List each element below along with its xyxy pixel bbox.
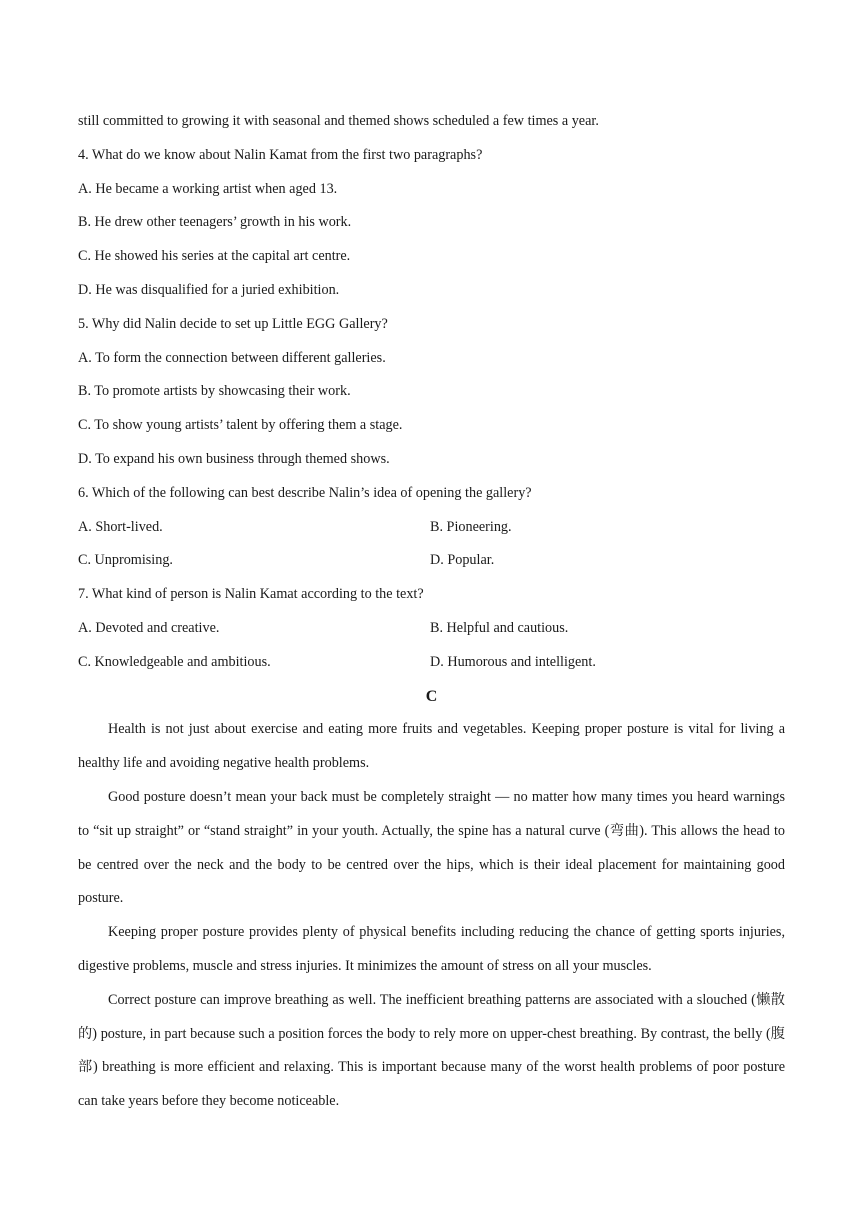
answer-option: A. Short-lived.: [78, 518, 163, 535]
answer-option: B. Helpful and cautious.: [430, 619, 569, 636]
answer-option: D. To expand his own business through themed shows.: [78, 450, 390, 467]
passage-continuation: still committed to growing it with seasonal and themed shows scheduled a few times a year.: [78, 113, 599, 129]
answer-option: B. Pioneering.: [430, 518, 512, 535]
document-page: [78, 105, 785, 1119]
passage-paragraph: Correct posture can improve breathing as well. The inefficient breathing patterns are associated with a slouched (懒散的) posture, in part because such a position forces the body to rely more on upper-chest breathing. By contrast, the belly (腹部) breathing is more efficient and relaxing. This is important because many of the worst health problems of poor posture can take years before they become noticeable.: [78, 991, 785, 1110]
question-stem: 6. Which of the following can best describe Nalin’s idea of opening the gallery?: [78, 484, 532, 501]
options-row: [78, 612, 785, 646]
answer-option: D. Popular.: [430, 552, 495, 569]
answer-option: B. He drew other teenagers’ growth in his work.: [78, 214, 352, 231]
section-heading: C: [425, 687, 438, 705]
answer-option: A. To form the connection between different galleries.: [78, 349, 386, 366]
passage-paragraph: Health is not just about exercise and eating more fruits and vegetables. Keeping proper posture is vital for living a healthy life and avoiding negative health problems.: [78, 721, 785, 772]
options-row: [78, 511, 785, 545]
options-row: [78, 544, 785, 578]
answer-option: A. He became a working artist when aged 13.: [78, 180, 338, 197]
answer-option: B. To promote artists by showcasing their work.: [78, 383, 351, 400]
options-row: [78, 646, 785, 680]
answer-option: C. Knowledgeable and ambitious.: [78, 653, 271, 670]
answer-option: C. To show young artists’ talent by offering them a stage.: [78, 417, 403, 434]
question-stem: 7. What kind of person is Nalin Kamat according to the text?: [78, 586, 424, 603]
question-stem: 4. What do we know about Nalin Kamat from the first two paragraphs?: [78, 146, 483, 163]
answer-option: C. He showed his series at the capital art centre.: [78, 248, 351, 265]
question-stem: 5. Why did Nalin decide to set up Little EGG Gallery?: [78, 315, 388, 332]
answer-option: D. Humorous and intelligent.: [430, 653, 596, 670]
answer-option: C. Unpromising.: [78, 552, 173, 569]
answer-option: A. Devoted and creative.: [78, 619, 220, 636]
passage-paragraph: Keeping proper posture provides plenty of physical benefits including reducing the chance of getting sports injuries, digestive problems, muscle and stress injuries. It minimizes the amount of stress on all your muscles.: [78, 924, 785, 974]
passage-paragraph: Good posture doesn’t mean your back must be completely straight — no matter how many times you heard warnings to “sit up straight” or “stand straight” in your youth. Actually, the spine has a natural curve (弯曲). This allows the head to be centred over the neck and the body to be centred over the hips, which is their ideal placement for maintaining good posture.: [78, 788, 785, 907]
answer-option: D. He was disqualified for a juried exhibition.: [78, 281, 340, 298]
